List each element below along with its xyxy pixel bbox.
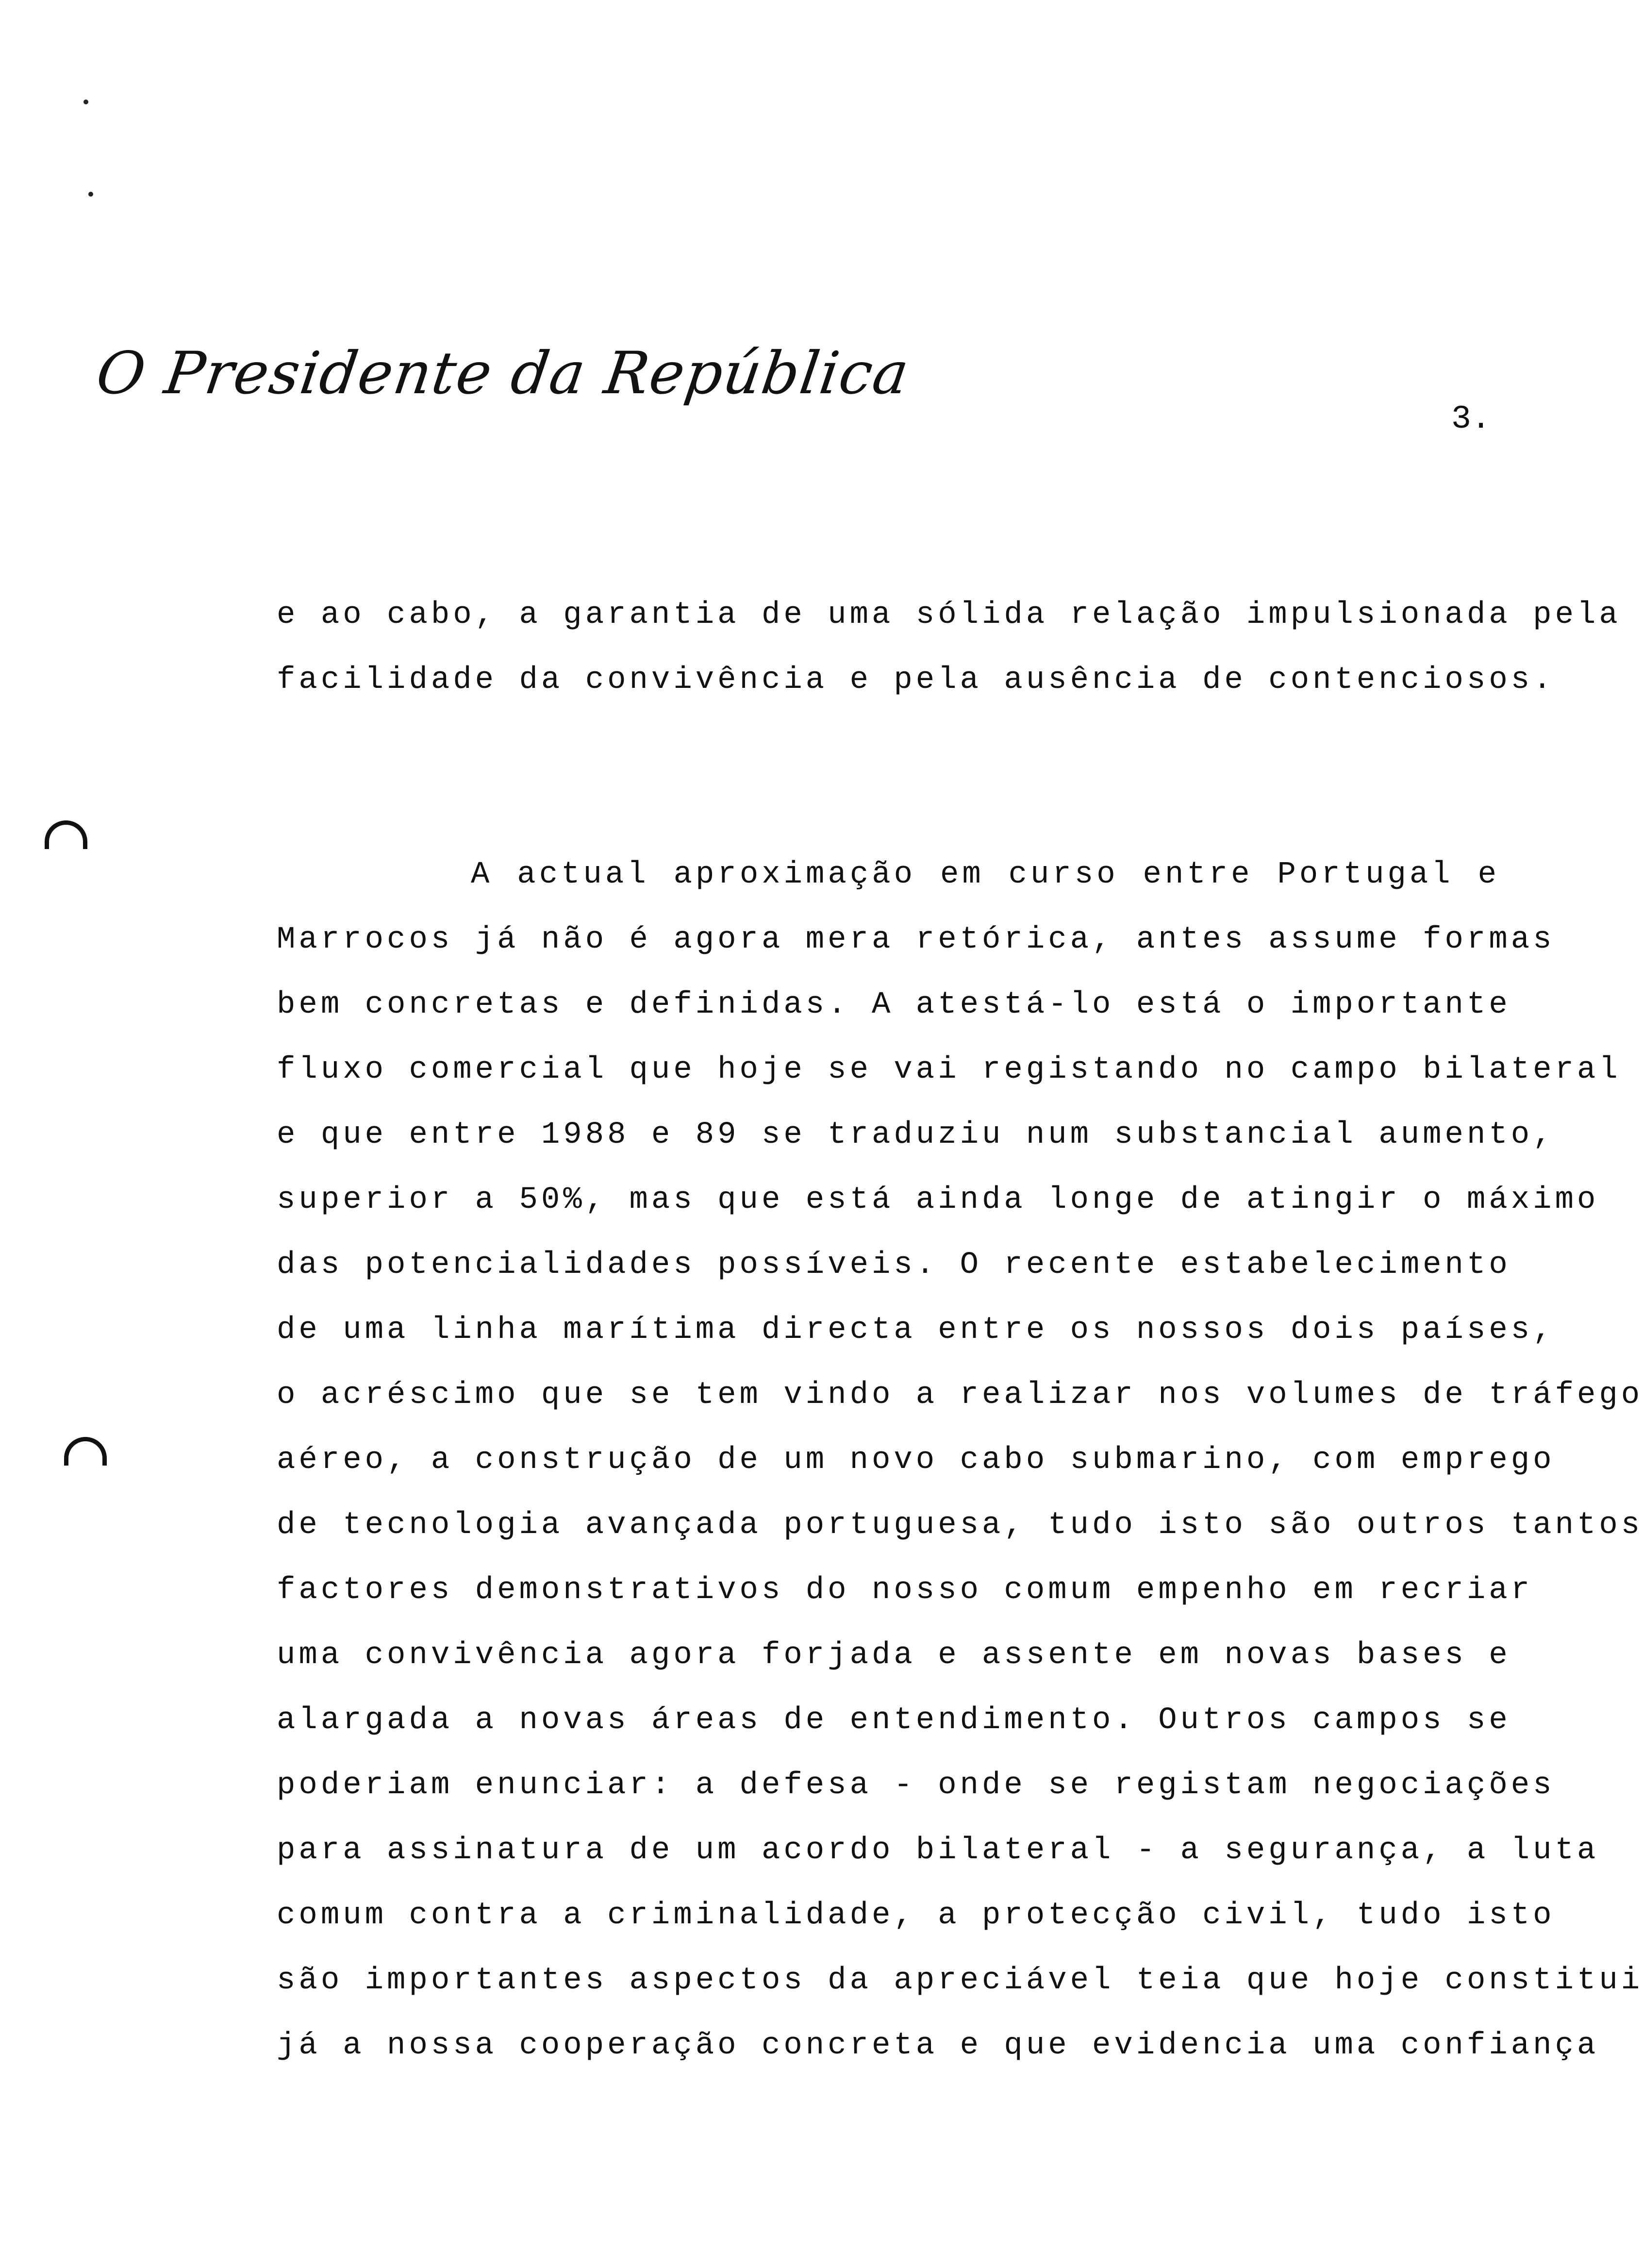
text-line: das potencialidades possíveis. O recente estabelecimento	[277, 1248, 1511, 1283]
text-line: uma convivência agora forjada e assente em novas bases e	[277, 1638, 1511, 1673]
text-line: aéreo, a construção de um novo cabo submarino, com emprego	[277, 1443, 1555, 1478]
margin-dot-mark	[83, 100, 88, 104]
punch-hole-mark	[64, 1437, 107, 1466]
text-line: factores demonstrativos do nosso comum empenho em recriar	[277, 1573, 1533, 1608]
text-line: superior a 50%, mas que está ainda longe de atingir o máximo	[277, 1183, 1599, 1217]
text-line: comum contra a criminalidade, a protecção civil, tudo isto	[277, 1898, 1555, 1933]
letterhead: O Presidente da República	[92, 340, 914, 407]
text-line: são importantes aspectos da apreciável teia que hoje constitui	[277, 1963, 1643, 1998]
text-line: A actual aproximação em curso entre Portugal e	[471, 857, 1500, 892]
text-line: e que entre 1988 e 89 se traduziu num substancial aumento,	[277, 1117, 1555, 1152]
text-line: para assinatura de um acordo bilateral - a segurança, a luta	[277, 1833, 1599, 1868]
page-number: 3.	[1451, 400, 1491, 438]
paragraph-1	[277, 583, 1621, 713]
text-line: de tecnologia avançada portuguesa, tudo isto são outros tantos	[277, 1508, 1643, 1543]
text-line: o acréscimo que se tem vindo a realizar nos volumes de tráfego	[277, 1378, 1643, 1413]
text-line: fluxo comercial que hoje se vai registando no campo bilateral	[277, 1052, 1621, 1087]
text-line: já a nossa cooperação concreta e que evidencia uma confiança	[277, 2028, 1599, 2063]
text-line: bem concretas e definidas. A atestá-lo está o importante	[277, 987, 1511, 1022]
text-line: facilidade da convivência e pela ausência de contenciosos.	[277, 663, 1555, 698]
text-line: e ao cabo, a garantia de uma sólida relação impulsionada pela	[277, 598, 1621, 633]
margin-dot-mark	[88, 192, 93, 197]
punch-hole-mark	[45, 820, 87, 849]
paragraph-2	[277, 842, 1643, 2078]
text-line: alargada a novas áreas de entendimento. Outros campos se	[277, 1703, 1511, 1738]
text-line: de uma linha marítima directa entre os nossos dois países,	[277, 1313, 1555, 1348]
text-line: Marrocos já não é agora mera retórica, antes assume formas	[277, 922, 1555, 957]
text-line: poderiam enunciar: a defesa - onde se registam negociações	[277, 1768, 1555, 1803]
